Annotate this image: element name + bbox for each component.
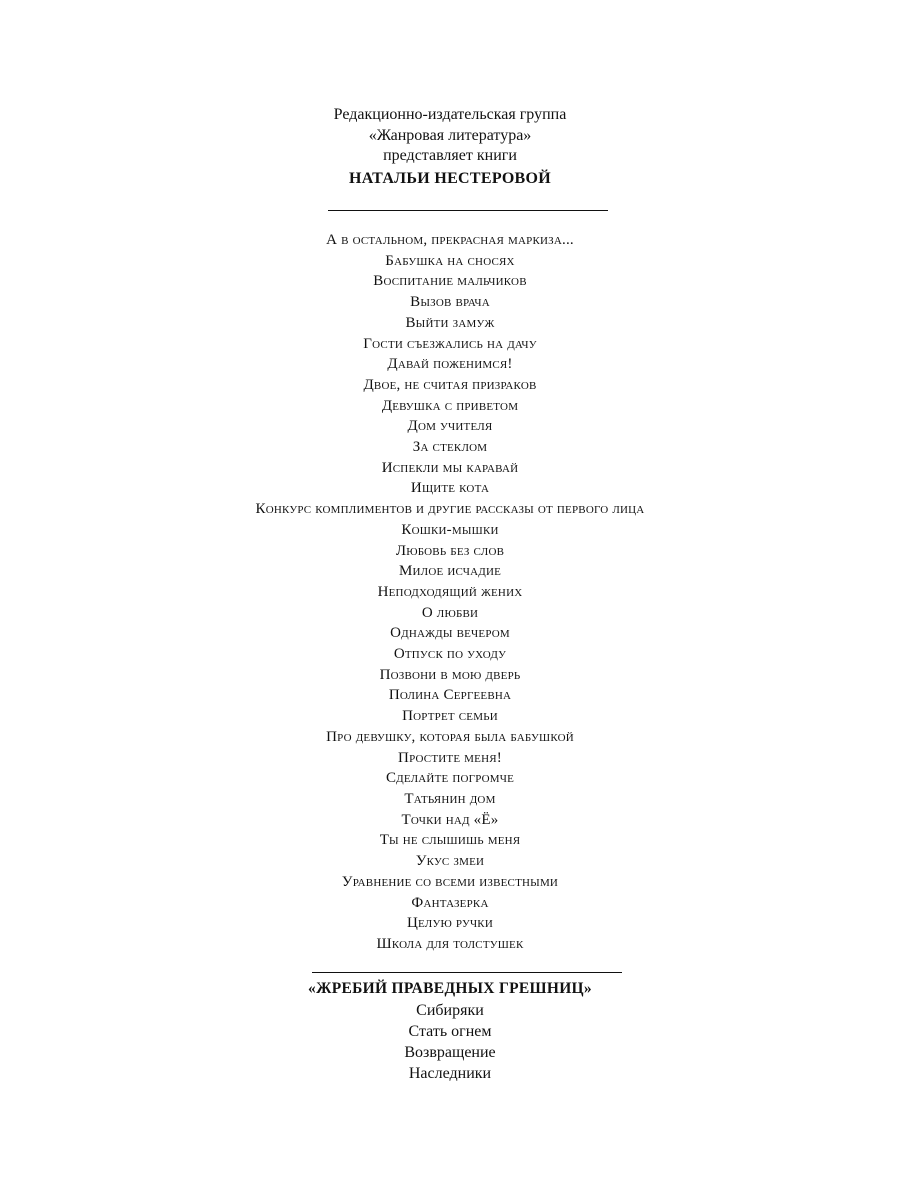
book-title: Полина Сергеевна bbox=[388, 687, 512, 704]
book-title: Девушка с приветом bbox=[381, 397, 519, 414]
book-title: Про девушку, которая была бабушкой bbox=[326, 728, 574, 745]
book-title: Дом учителя bbox=[407, 418, 493, 435]
book-title: Вызов врача bbox=[410, 294, 490, 311]
book-title: Выйти замуж bbox=[405, 314, 495, 331]
book-title: Испекли мы каравай bbox=[381, 459, 519, 476]
book-title: О любви bbox=[421, 604, 479, 621]
series-book: Сибиряки bbox=[416, 1002, 484, 1019]
book-title: Двое, не считая призраков bbox=[363, 376, 537, 393]
book-title: Неподходящий жених bbox=[377, 583, 523, 600]
book-title: Гости съезжались на дачу bbox=[363, 335, 537, 352]
book-title: Портрет семьи bbox=[402, 708, 498, 725]
book-title: Милое исчадие bbox=[398, 563, 502, 580]
book-title: Фантазерка bbox=[411, 894, 489, 911]
book-title: Целую ручки bbox=[407, 915, 493, 932]
publisher-imprint-line: «Жанровая литература» bbox=[368, 126, 532, 144]
book-title: Ты не слышишь меня bbox=[379, 832, 521, 849]
book-title: Укус змеи bbox=[415, 853, 485, 870]
book-title: За стеклом bbox=[412, 439, 488, 456]
publisher-header bbox=[0, 105, 900, 191]
divider-top bbox=[328, 210, 608, 211]
series-book: Наследники bbox=[408, 1065, 492, 1082]
book-title: Позвони в мою дверь bbox=[379, 666, 521, 683]
book-title: Простите меня! bbox=[398, 749, 502, 766]
series-title: «ЖРЕБИЙ ПРАВЕДНЫХ ГРЕШНИЦ» bbox=[308, 980, 592, 997]
book-title: Воспитание мальчиков bbox=[373, 273, 527, 290]
divider-series bbox=[312, 972, 622, 973]
book-titles-list bbox=[0, 230, 900, 955]
series-section bbox=[0, 978, 900, 1084]
book-title: Бабушка на сносях bbox=[385, 252, 515, 269]
author-name: НАТАЛЬИ НЕСТЕРОВОЙ bbox=[348, 169, 552, 187]
book-title: Давай поженимся! bbox=[387, 356, 513, 373]
book-title: Отпуск по уходу bbox=[393, 646, 507, 663]
book-title: А в остальном, прекрасная маркиза... bbox=[326, 232, 574, 248]
book-title: Кошки-мышки bbox=[401, 521, 499, 538]
book-title: Ищите кота bbox=[410, 480, 490, 497]
book-title: Конкурс комплиментов и другие рассказы от первого лица bbox=[255, 501, 645, 518]
book-title: Любовь без слов bbox=[395, 542, 505, 559]
book-title: Сделайте погромче bbox=[385, 770, 515, 787]
series-book: Стать огнем bbox=[408, 1023, 492, 1040]
book-title: Школа для толстушек bbox=[376, 935, 524, 952]
presents-line: представляет книги bbox=[383, 147, 517, 164]
publisher-line: Редакционно-издательская группа bbox=[333, 106, 567, 123]
series-book: Возвращение bbox=[404, 1044, 496, 1061]
book-title: Уравнение со всеми известными bbox=[341, 873, 559, 890]
book-title: Однажды вечером bbox=[390, 625, 510, 642]
book-title: Точки над «Ё» bbox=[401, 811, 499, 828]
book-title: Татьянин дом bbox=[404, 790, 496, 807]
series-books-list bbox=[0, 1000, 900, 1084]
